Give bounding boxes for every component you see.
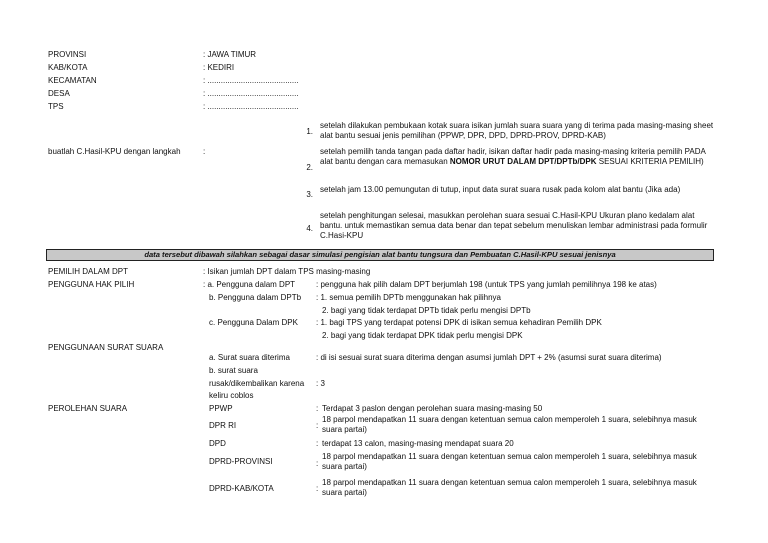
surat-label: PENGGUNAAN SURAT SUARA [48,343,164,352]
perolehan-name: DPRD-KAB/KOTA [209,484,274,493]
pengguna-b-label: b. Pengguna dalam DPTb [209,293,302,302]
tps-label: TPS [48,102,64,111]
pengguna-a-value: : pengguna hak pilih dalam DPT berjumlah 198 (untuk TPS yang jumlah pemilihnya 198 ke atas) [316,280,657,289]
simulation-banner: data tersebut dibawah silahkan sebagai dasar simulasi pengisian alat bantu tungsura dan Pembuatan C.Hasil-KPU sesuai jenisnya [46,249,714,261]
pengguna-c-value: : 1. bagi TPS yang terdapat potensi DPK di isikan semua kehadiran Pemilih DPK [316,318,602,327]
perolehan-text: 18 parpol mendapatkan 11 suara dengan ketentuan semua calon memperoleh 1 suara, selebihnya masuk suara partai) [322,478,697,497]
step-text-bold: NOMOR URUT DALAM DPT/DPTb/DPK [449,157,597,166]
pengguna-c-label: c. Pengguna Dalam DPK [209,318,298,327]
perolehan-colon: : [316,459,319,468]
instructions-label: buatlah C.Hasil-KPU dengan langkah [48,147,181,156]
kecamatan-value: : ......................................... [203,76,299,85]
pengguna-label: PENGGUNA HAK PILIH [48,280,135,289]
provinsi-value: : JAWA TIMUR [203,50,257,59]
surat-a-label: a. Surat suara diterima [209,353,290,362]
step-number: 2. [306,163,313,172]
step-number: 3. [306,190,313,199]
surat-b-label: keliru coblos [209,391,254,400]
kabkota-label: KAB/KOTA [48,63,88,72]
surat-b-label: b. surat suara [209,366,258,375]
pemilih-label: PEMILIH DALAM DPT [48,267,129,276]
pengguna-c-value: 2. bagi yang tidak terdapat DPK tidak perlu mengisi DPK [322,331,523,340]
step-text: setelah dilakukan pembukaan kotak suara isikan jumlah suara suara yang di terima pada masing-masing sheet alat bantu sesuai jenis pemilihan (PPWP, DPR, DPD, DPRD-PROV, DPRD-KAB) [320,121,714,140]
step-text: setelah penghitungan selesai, masukkan perolehan suara sesuai C.Hasil-KPU Ukuran plano kedalam alat bantu. untuk memastikan semua data benar dan tepat sebelum menuliskan lembar administrasi pada formulir C.Hasi-KPU [320,211,708,240]
pengguna-b-value: 2. bagi yang tidak terdapat DPTb tidak perlu mengisi DPTb [322,306,531,315]
perolehan-name: DPR RI [209,421,237,430]
pemilih-value: : Isikan jumlah DPT dalam TPS masing-masing [203,267,371,276]
perolehan-colon: : [316,439,319,448]
perolehan-text: 18 parpol mendapatkan 11 suara dengan ketentuan semua calon memperoleh 1 suara, selebihnya masuk suara partai) [322,415,697,434]
perolehan-name: DPD [209,439,226,448]
step-number: 4. [306,224,313,233]
tps-value: : ......................................... [203,102,299,111]
pengguna-b-value: : 1. semua pemilih DPTb menggunakan hak pilihnya [316,293,501,302]
perolehan-colon: : [316,484,319,493]
pengguna-a-label: : a. Pengguna dalam DPT [203,280,296,289]
perolehan-label: PEROLEHAN SUARA [48,404,128,413]
surat-a-value: : di isi sesuai surat suara diterima dengan asumsi jumlah DPT + 2% (asumsi surat suara diterima) [316,353,662,362]
surat-b-label: rusak/dikembalikan karena [209,379,305,388]
step-text: setelah jam 13.00 pemungutan di tutup, input data surat suara rusak pada kolom alat bantu (Jika ada) [320,185,681,194]
perolehan-colon: : [316,404,319,413]
step-number: 1. [306,127,313,136]
perolehan-name: PPWP [209,404,233,413]
perolehan-text: Terdapat 3 paslon dengan perolehan suara masing-masing 50 [322,404,543,413]
perolehan-text: 18 parpol mendapatkan 11 suara dengan ketentuan semua calon memperoleh 1 suara, selebihnya masuk suara partai) [322,452,697,471]
desa-label: DESA [48,89,70,98]
kecamatan-label: KECAMATAN [48,76,97,85]
kabkota-value: : KEDIRI [203,63,235,72]
surat-b-value: : 3 [316,379,325,388]
perolehan-colon: : [316,421,319,430]
desa-value: : ......................................... [203,89,299,98]
perolehan-text: terdapat 13 calon, masing-masing mendapat suara 20 [322,439,514,448]
step-text: setelah pemilih tanda tangan pada daftar hadir, isikan daftar hadir pada masing-masing kriteria pemilih PADA alat bantu dengan cara memasukan NOMOR URUT DALAM DPT/DPTb/DPK SESUAI KRITERIA PEMILIH) [320,147,706,166]
perolehan-name: DPRD-PROVINSI [209,457,273,466]
instructions-colon: : [203,147,206,156]
provinsi-label: PROVINSI [48,50,87,59]
